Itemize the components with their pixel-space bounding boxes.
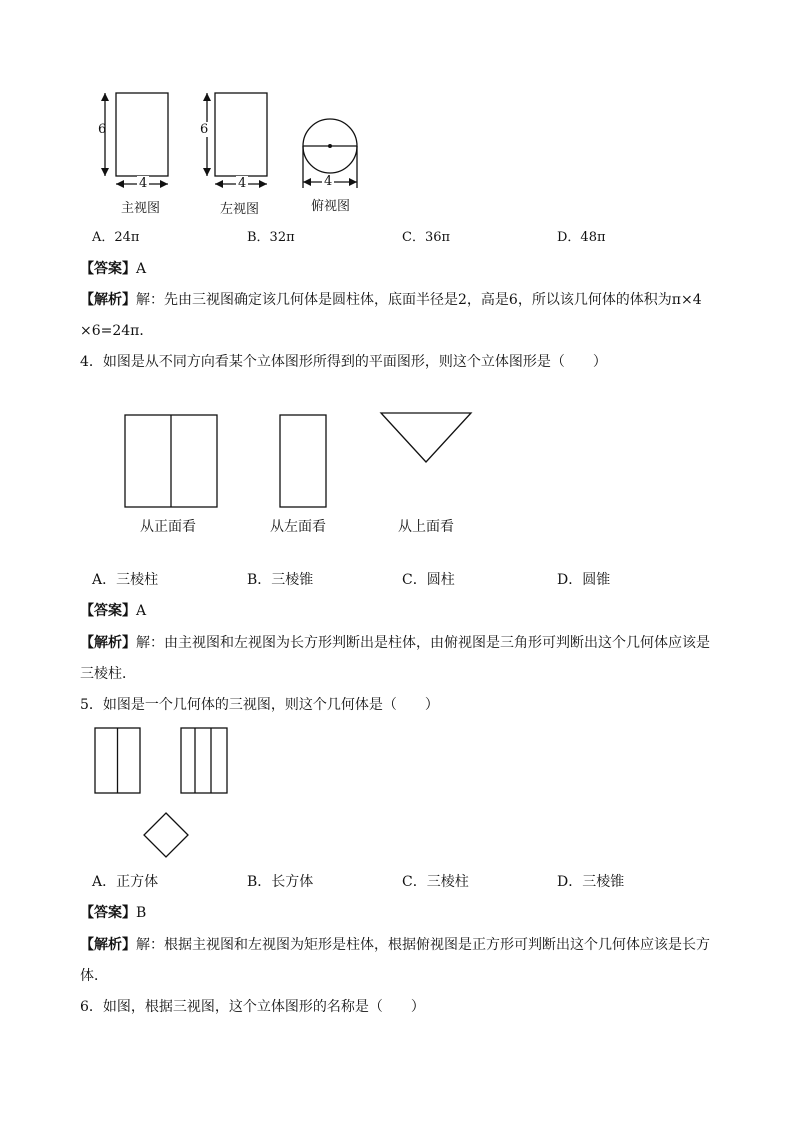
q3-answer-row (80, 259, 146, 279)
q3-option-a: A．24π (92, 230, 140, 245)
q5-side-view (181, 728, 227, 793)
q4-option-d: D．圆锥 (557, 572, 611, 588)
q4-caption-side: 从左面看 (270, 519, 326, 535)
q3-side-caption: 左视图 (220, 202, 260, 217)
q5-option-c: C．三棱柱 (402, 874, 469, 890)
q4-caption-front: 从正面看 (140, 519, 196, 535)
q4-answer-row (80, 601, 146, 621)
q5-answer-row (80, 903, 146, 923)
q3-answer-label: 【答案】 (80, 261, 136, 277)
q4-option-a: A．三棱柱 (92, 572, 159, 588)
q4-option-c: C．圆柱 (402, 572, 455, 588)
q4-three-views (0, 400, 794, 530)
q3-analysis-line1: 【解析】解：先由三视图确定该几何体是圆柱体，底面半径是2，高是6，所以该几何体的体积为π×4 (80, 292, 702, 308)
q3-side-rect (215, 93, 267, 176)
q4-analysis-line2: 三棱柱． (80, 666, 136, 682)
q5-three-views (0, 720, 794, 870)
q4-side-view (280, 415, 326, 507)
q4-analysis-line1: 【解析】解：由主视图和左视图为长方形判断出是柱体，由俯视图是三角形可判断出这个几何体应该是 (80, 635, 710, 651)
q3-top-width: 4 (324, 174, 333, 189)
q3-side-height: 6 (200, 122, 209, 137)
q3-option-d: D．48π (557, 230, 606, 245)
q5-analysis-label: 【解析】 (80, 937, 136, 953)
q5-option-d: D．三棱锥 (557, 874, 625, 890)
q3-three-views (0, 0, 794, 230)
q5-answer-label: 【答案】 (80, 905, 136, 921)
q4-top-view (381, 413, 471, 462)
q5-analysis-line2: 体． (80, 968, 108, 984)
q3-side-width: 4 (238, 176, 247, 191)
q3-front-rect (116, 93, 168, 176)
q3-analysis-label: 【解析】 (80, 292, 136, 308)
q3-front-width: 4 (139, 176, 148, 191)
q3-analysis-line2: ×6=24π． (80, 323, 154, 339)
q4-analysis-label: 【解析】 (80, 635, 136, 651)
q3-top-caption: 俯视图 (311, 199, 351, 214)
q3-front-caption: 主视图 (121, 201, 161, 216)
q5-option-a: A．正方体 (92, 874, 159, 890)
q3-answer: A (136, 261, 147, 277)
q4-answer-label: 【答案】 (80, 603, 136, 619)
q4-answer: A (136, 603, 147, 619)
q5-option-b: B．长方体 (247, 874, 314, 890)
q6-question: 6．如图，根据三视图，这个立体图形的名称是（ ） (80, 999, 425, 1015)
q5-analysis-line1: 【解析】解：根据主视图和左视图为矩形是柱体，根据俯视图是正方形可判断出这个几何体应该是长方 (80, 937, 710, 953)
q5-question: 5．如图是一个几何体的三视图，则这个几何体是（ ） (80, 697, 439, 713)
q4-option-b: B．三棱锥 (247, 572, 314, 588)
q3-front-height: 6 (98, 122, 107, 137)
q3-option-c: C．36π (402, 230, 451, 245)
q4-question: 4．如图是从不同方向看某个立体图形所得到的平面图形，则这个立体图形是（ ） (80, 354, 607, 370)
q4-caption-top: 从上面看 (398, 519, 454, 535)
q5-top-view (144, 813, 188, 857)
q5-answer: B (136, 905, 147, 921)
q3-option-b: B．32π (247, 230, 295, 245)
